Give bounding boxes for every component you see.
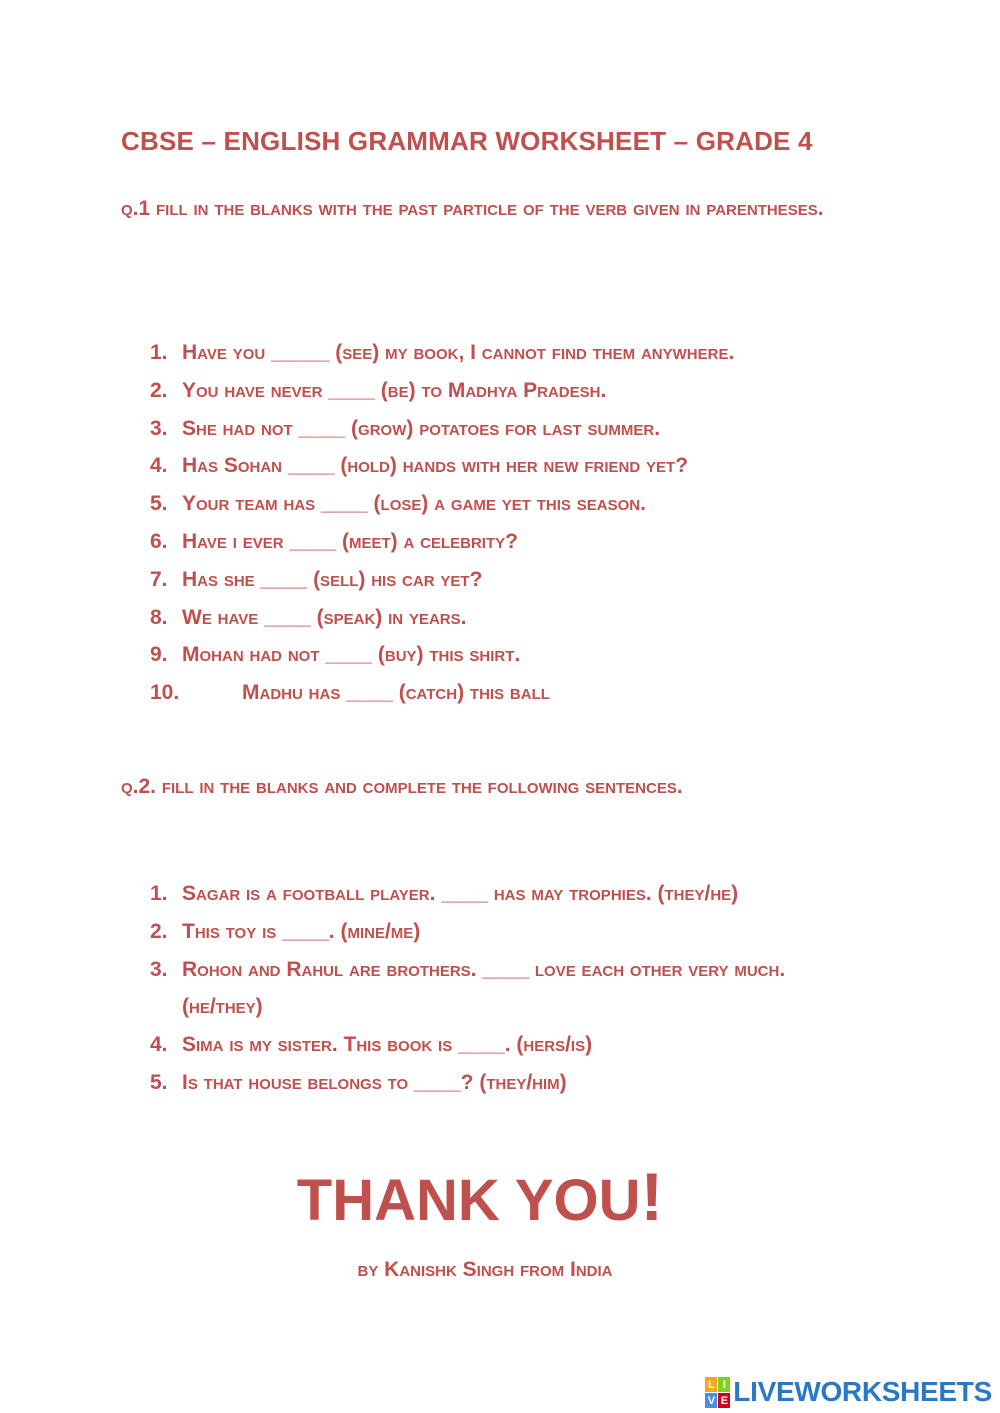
q2-item (150, 951, 832, 1027)
item-number: 1. (150, 882, 168, 905)
q1-item (150, 447, 734, 485)
item-number: 5. (150, 1070, 168, 1094)
item-text: Rohon and Rahul are brothers. ____ love each other very much. (he/they) (182, 957, 786, 1019)
liveworksheets-logo-icon (705, 1377, 729, 1407)
worksheet-title: CBSE – ENGLISH GRAMMAR WORKSHEET – GRADE 4 (121, 126, 813, 156)
q2-list (150, 875, 832, 1102)
liveworksheets-watermark (705, 1376, 992, 1408)
item-text: Have you _____ (see) my book, I cannot find them anywhere. (182, 341, 735, 364)
item-text: Have i ever ____ (meet) a celebrity? (182, 529, 518, 553)
item-number: 3. (150, 416, 168, 440)
item-text: Your team has ____ (lose) a game yet this season. (182, 492, 646, 516)
item-text: Is that house belongs to ____? (they/him) (182, 1070, 567, 1094)
item-number: 6. (150, 529, 168, 553)
q1-item (150, 674, 734, 712)
q2-item (150, 1026, 832, 1064)
item-text: Sagar is a football player. ____ has may trophies. (they/he) (182, 882, 739, 905)
q1-item (150, 523, 734, 561)
item-number: 7. (150, 567, 168, 591)
q1-item (150, 334, 734, 372)
item-text: Madhu has ____ (catch) this ball (242, 681, 550, 705)
q1-item (150, 485, 734, 523)
item-text: Has she ____ (sell) his car yet? (182, 567, 483, 591)
logo-tile: E (718, 1393, 730, 1408)
item-text: We have ____ (speak) in years. (182, 605, 467, 629)
item-text: This toy is ____. (mine/me) (182, 919, 421, 943)
logo-tile: V (705, 1393, 717, 1408)
item-number: 2. (150, 378, 168, 402)
item-text: Mohan had not ____ (buy) this shirt. (182, 643, 521, 667)
q2-item (150, 875, 832, 913)
q2-item (150, 1064, 832, 1102)
brand-name: LIVEWORKSHEETS (733, 1376, 992, 1407)
q2-heading: q.2. fill in the blanks and complete the following sentences. (121, 775, 683, 798)
thank-you-text: THANK YOU (296, 1168, 641, 1233)
author-byline: by Kanishk Singh from India (357, 1258, 613, 1281)
q1-item (150, 372, 734, 410)
exclamation-mark: ! (640, 1159, 664, 1235)
item-number: 3. (150, 957, 168, 981)
logo-tile: I (718, 1377, 730, 1392)
item-number: 2. (150, 919, 168, 943)
q1-item (150, 599, 734, 637)
item-number: 9. (150, 643, 168, 667)
q1-item (150, 636, 734, 674)
item-text: She had not ____ (grow) potatoes for last summer. (182, 416, 661, 440)
item-number: 5. (150, 492, 168, 516)
item-number: 4. (150, 1033, 168, 1057)
item-number: 4. (150, 454, 168, 478)
q1-heading: q.1 fill in the blanks with the past particle of the verb given in parentheses. (121, 197, 824, 220)
item-number: 8. (150, 605, 168, 629)
item-text: Has Sohan ____ (hold) hands with her new friend yet? (182, 454, 689, 478)
logo-tile: L (705, 1377, 717, 1392)
item-number: 10. (150, 681, 180, 705)
item-text: Sima is my sister. This book is ____. (hers/is) (182, 1033, 593, 1057)
q1-item (150, 561, 734, 599)
item-text: You have never ____ (be) to Madhya Pradesh. (182, 378, 607, 402)
q2-item (150, 913, 832, 951)
q1-item (150, 410, 734, 448)
thank-you-heading (0, 1158, 960, 1236)
q1-list (150, 334, 734, 712)
item-number: 1. (150, 341, 168, 364)
